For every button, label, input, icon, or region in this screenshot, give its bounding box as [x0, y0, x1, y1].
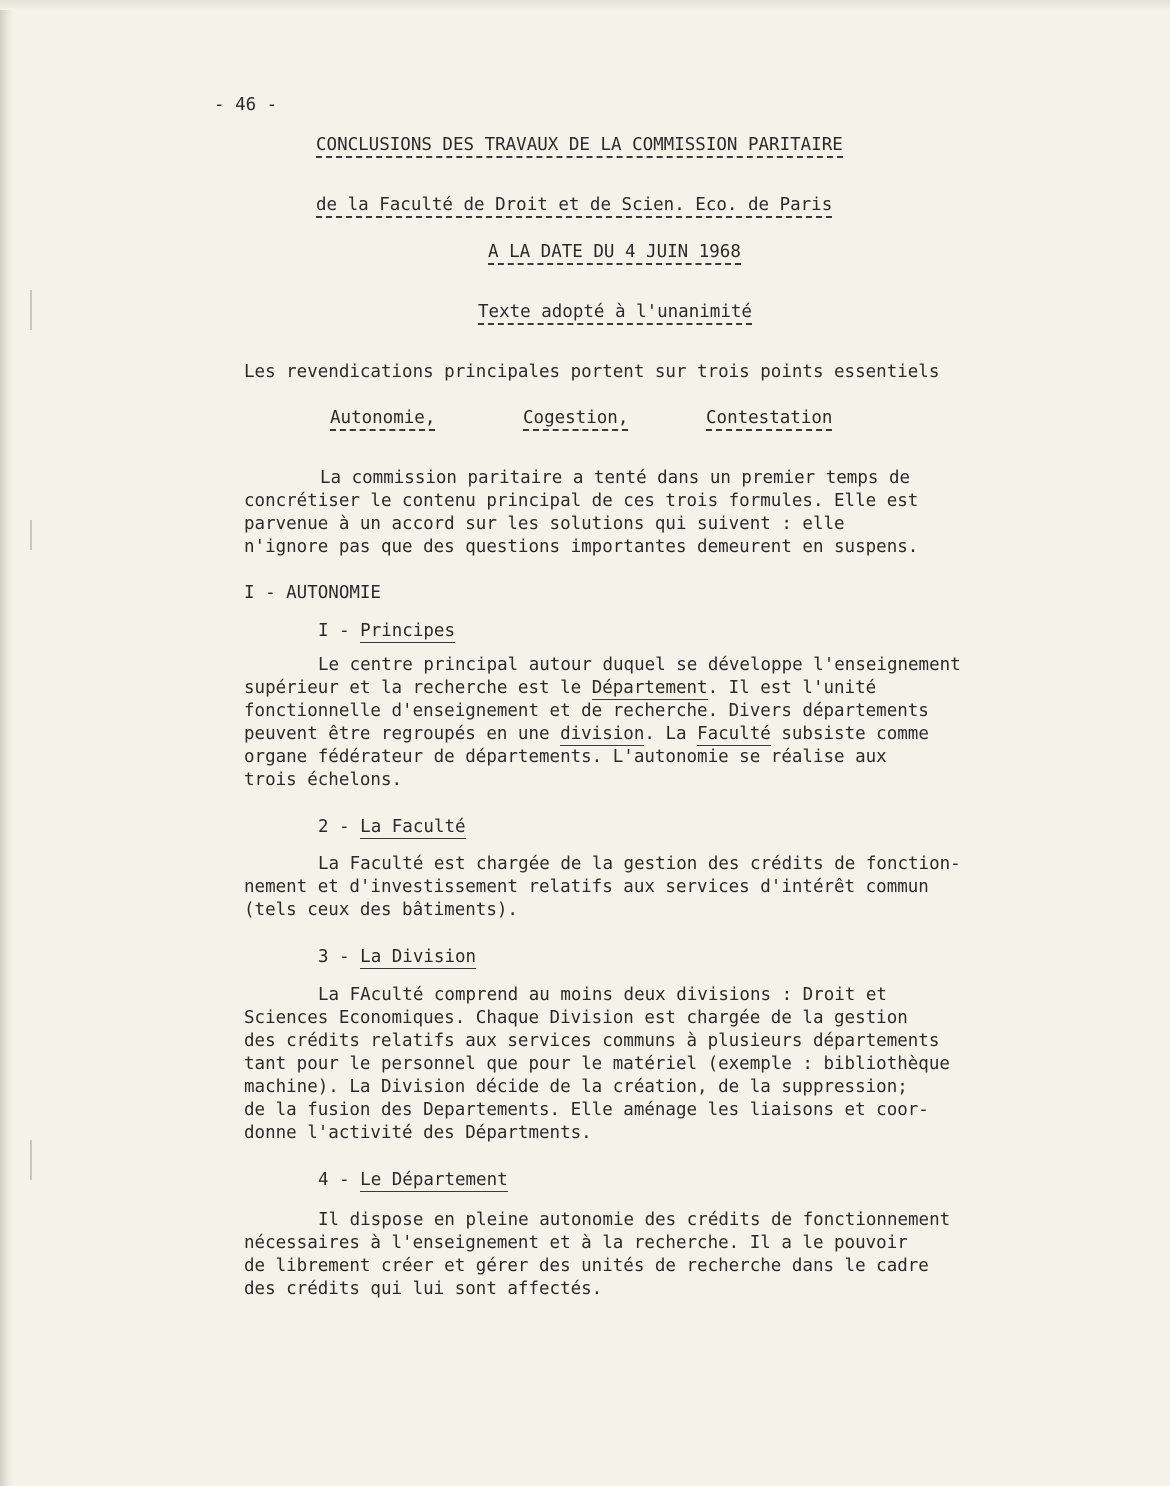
subsection-heading-division: 3 - La Division — [318, 947, 477, 967]
subsection-heading-faculte: 2 - La Faculté — [318, 817, 466, 837]
binding-mark — [30, 1140, 32, 1180]
keyword-autonomie: Autonomie, — [330, 407, 435, 430]
subsection-heading-principes: I - Principes — [318, 621, 455, 641]
division-line: La FAculté comprend au moins deux divisions : Droit et — [318, 985, 887, 1005]
division-line: des crédits relatifs aux services communs à plusieurs départements — [244, 1031, 940, 1051]
division-line: Sciences Economiques. Chaque Division est chargée de la gestion — [244, 1008, 908, 1028]
faculte-line: (tels ceux des bâtiments). — [244, 900, 518, 920]
term-faculte: Faculté — [697, 724, 771, 744]
intro-text: Les revendications principales portent sur trois points essentiels — [244, 362, 940, 382]
departement-line: nécessaires à l'enseignement et à la recherche. Il a le pouvoir — [244, 1233, 908, 1253]
binding-mark — [30, 290, 32, 330]
title-faculty: de la Faculté de Droit et de Scien. Eco. de Paris — [316, 195, 832, 218]
principes-line: fonctionnelle d'enseignement et de recherche. Divers départements — [244, 701, 929, 721]
paragraph-line: La commission paritaire a tenté dans un premier temps de — [320, 468, 911, 488]
principes-line: peuvent être regroupés en une division. La Faculté subsiste comme — [244, 724, 929, 744]
section-heading-autonomie: I - AUTONOMIE — [244, 583, 381, 603]
subsection-title: La Faculté — [360, 817, 466, 837]
principes-line: trois échelons. — [244, 770, 403, 790]
principes-line: Le centre principal autour duquel se développe l'enseignement — [318, 655, 961, 675]
term-division: division — [560, 724, 645, 744]
faculte-line: nement et d'investissement relatifs aux services d'intérêt commun — [244, 877, 929, 897]
division-line: de la fusion des Departements. Elle aménage les liaisons et coor- — [244, 1100, 929, 1120]
subsection-title: Le Département — [360, 1170, 508, 1190]
subsection-heading-departement: 4 - Le Département — [318, 1170, 508, 1190]
keyword-cogestion: Cogestion, — [523, 407, 628, 430]
title-line-2 — [316, 194, 832, 217]
title-main: CONCLUSIONS DES TRAVAUX DE LA COMMISSION PARITAIRE — [316, 135, 843, 158]
faculte-line: La Faculté est chargée de la gestion des crédits de fonction- — [318, 854, 961, 874]
division-line: machine). La Division décide de la création, de la suppression; — [244, 1077, 908, 1097]
division-line: tant pour le personnel que pour le matériel (exemple : bibliothèque — [244, 1054, 950, 1074]
departement-line: de librement créer et gérer des unités de recherche dans le cadre — [244, 1256, 929, 1276]
subsection-title: La Division — [360, 947, 477, 967]
paragraph-line: parvenue à un accord sur les solutions qui suivent : elle — [244, 514, 845, 534]
title-line-3 — [488, 241, 741, 264]
binding-mark — [30, 520, 32, 550]
title-line-1 — [316, 134, 843, 157]
title-adopted: Texte adopté à l'unanimité — [478, 302, 752, 325]
title-date: A LA DATE DU 4 JUIN 1968 — [488, 242, 741, 265]
departement-line: Il dispose en pleine autonomie des crédits de fonctionnement — [318, 1210, 951, 1230]
page-edge-shadow — [0, 0, 14, 1486]
page-number: - 46 - — [214, 95, 278, 115]
principes-line: supérieur et la recherche est le Département. Il est l'unité — [244, 678, 877, 698]
division-line: donne l'activité des Départments. — [244, 1123, 592, 1143]
subsection-title: Principes — [360, 621, 455, 641]
principes-line: organe fédérateur de départements. L'autonomie se réalise aux — [244, 747, 887, 767]
departement-line: des crédits qui lui sont affectés. — [244, 1279, 603, 1299]
keyword-contestation: Contestation — [706, 407, 832, 430]
page-top-shadow — [0, 0, 1170, 10]
paragraph-line: concrétiser le contenu principal de ces trois formules. Elle est — [244, 491, 919, 511]
term-departement: Département — [591, 678, 708, 698]
title-line-4 — [478, 301, 752, 324]
paragraph-line: n'ignore pas que des questions importantes demeurent en suspens. — [244, 537, 919, 557]
